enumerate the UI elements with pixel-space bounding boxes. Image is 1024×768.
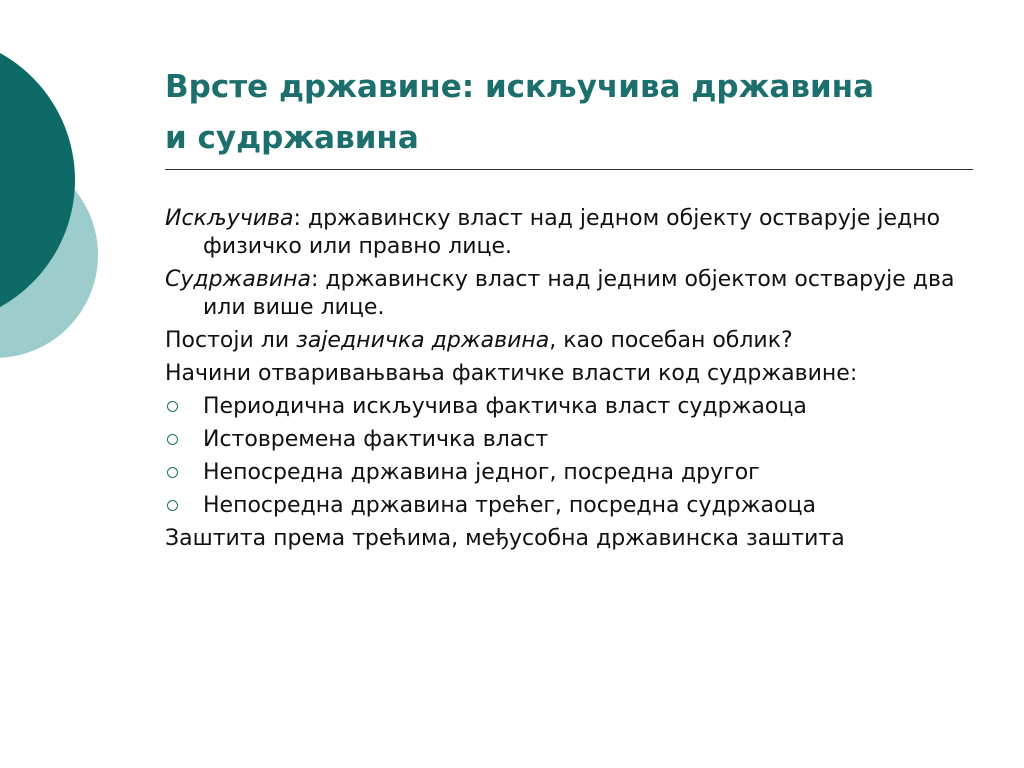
- list-item-text: Периодична искључива фактичка власт судржаоца: [203, 394, 807, 419]
- term-joint-possession: заједничка државина: [296, 328, 550, 353]
- definition-exclusive: : државинску власт над једном објекту остварује једно физичко или правно лице.: [203, 206, 941, 259]
- hollow-circle-bullet-icon: [167, 467, 178, 478]
- hollow-circle-bullet-icon: [167, 401, 178, 412]
- title-line-2: и судржавина: [165, 120, 419, 156]
- term-co-possession: Судржавина: [165, 267, 311, 292]
- list-item: [165, 492, 965, 520]
- title-line-1: Врсте државине: искључива државина: [165, 69, 875, 105]
- paragraph-joint-question: [165, 327, 965, 355]
- hollow-circle-bullet-icon: [167, 500, 178, 511]
- hollow-circle-bullet-icon: [167, 434, 178, 445]
- paragraph-protection: Заштита према трећима, међусобна државинска заштита: [165, 526, 845, 551]
- paragraph-co-possession: [165, 266, 965, 322]
- list-item-text: Непосредна државина једног, посредна другог: [203, 460, 760, 485]
- term-exclusive: Искључива: [165, 206, 294, 231]
- list-item-text: Непосредна државина трећег, посредна судржаоца: [203, 493, 816, 518]
- list-item: [165, 426, 965, 454]
- list-item: [165, 459, 965, 487]
- slide-body: [165, 205, 965, 558]
- title-divider: [165, 169, 973, 170]
- decorative-circles: [0, 0, 120, 420]
- paragraph-exclusive: [165, 205, 965, 261]
- slide-title: [165, 62, 965, 164]
- definition-co-possession: : државинску власт над једним објектом остварује два или више лице.: [203, 267, 955, 320]
- question-prefix: Постоји ли: [165, 328, 297, 353]
- list-item: [165, 393, 965, 421]
- question-suffix: , као посебан облик?: [549, 328, 793, 353]
- paragraph-methods: Начини отваривањвања фактичке власти код судржавине:: [165, 361, 858, 386]
- list-item-text: Истовремена фактичка власт: [203, 427, 549, 452]
